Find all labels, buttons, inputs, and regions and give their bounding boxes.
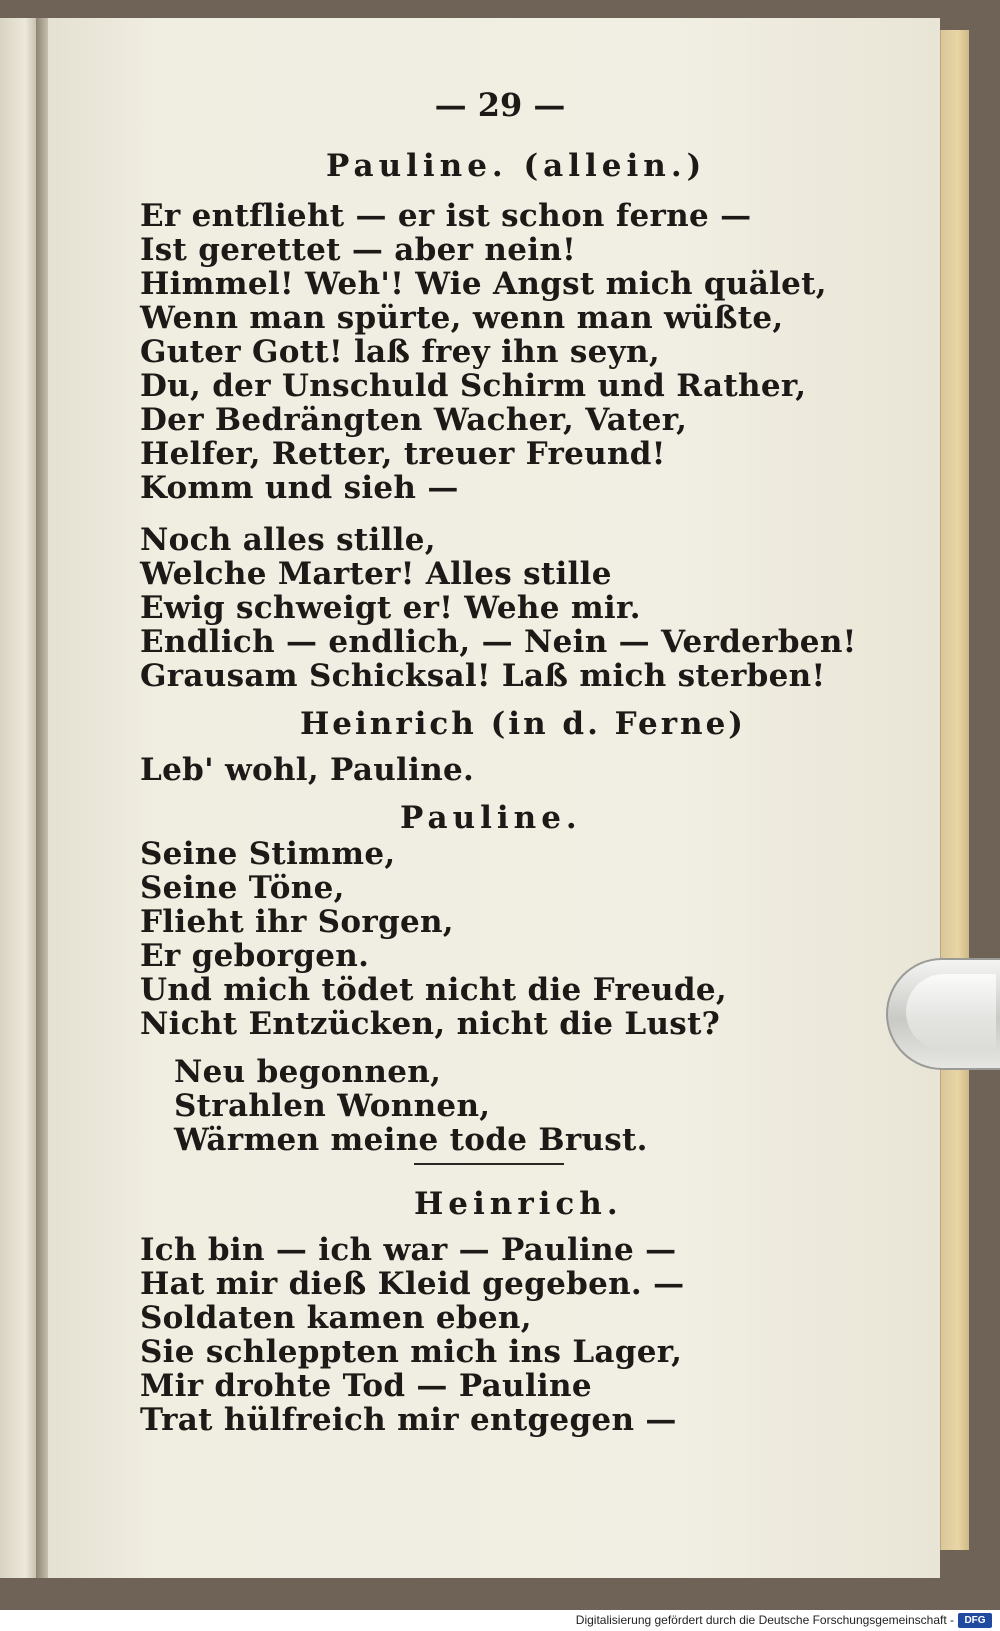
- verse-line: Endlich — endlich, — Nein — Verderben!: [140, 624, 857, 660]
- verse-line: Helfer, Retter, treuer Freund!: [140, 436, 666, 472]
- verse-line: Guter Gott! laß frey ihn seyn,: [140, 334, 660, 370]
- verse-line: Und mich tödet nicht die Freude,: [140, 972, 727, 1008]
- verse-line: Mir drohte Tod — Pauline: [140, 1368, 592, 1404]
- verse-line: Strahlen Wonnen,: [174, 1088, 491, 1124]
- verse-line: Ewig schweigt er! Wehe mir.: [140, 590, 641, 626]
- verse-line: Der Bedrängten Wacher, Vater,: [140, 402, 688, 438]
- verse-line: Hat mir dieß Kleid gegeben. —: [140, 1266, 685, 1302]
- page-number: — 29 —: [434, 86, 566, 124]
- footer-bar: [0, 1610, 1000, 1631]
- page-edge-strip: [940, 30, 969, 1550]
- dfg-logo: DFG: [958, 1613, 992, 1628]
- speaker-heading: Pauline. (allein.): [326, 148, 707, 184]
- verse-line: Welche Marter! Alles stille: [140, 556, 612, 592]
- speaker-heading: Pauline.: [400, 800, 582, 836]
- verse-line: Neu begonnen,: [174, 1054, 442, 1090]
- verse-line: Ist gerettet — aber nein!: [140, 232, 577, 268]
- verse-line: Seine Töne,: [140, 870, 345, 906]
- verse-line: Himmel! Weh'! Wie Angst mich quälet,: [140, 266, 827, 302]
- verse-line: Flieht ihr Sorgen,: [140, 904, 454, 940]
- verse-line: Ich bin — ich war — Pauline —: [140, 1232, 677, 1268]
- verse-line: Wärmen meine tode Brust.: [174, 1122, 648, 1158]
- verse-line: Nicht Entzücken, nicht die Lust?: [140, 1006, 721, 1042]
- verse-line: Komm und sieh —: [140, 470, 459, 506]
- section-rule: [414, 1163, 564, 1165]
- verse-line: Er entflieht — er ist schon ferne —: [140, 198, 752, 234]
- verse-line: Er geborgen.: [140, 938, 370, 974]
- verse-line: Du, der Unschuld Schirm und Rather,: [140, 368, 807, 404]
- verse-line: Sie schleppten mich ins Lager,: [140, 1334, 683, 1370]
- footer-credit: Digitalisierung gefördert durch die Deutsche Forschungsgemeinschaft -: [575, 1613, 954, 1627]
- verse-line: Soldaten kamen eben,: [140, 1300, 532, 1336]
- verse-line: Wenn man spürte, wenn man wüßte,: [140, 300, 784, 336]
- verse-line: Leb' wohl, Pauline.: [140, 752, 475, 788]
- speaker-heading: Heinrich.: [414, 1186, 623, 1222]
- verse-line: Trat hülfreich mir entgegen —: [140, 1402, 677, 1438]
- verse-line: Noch alles stille,: [140, 522, 436, 558]
- verse-line: Seine Stimme,: [140, 836, 396, 872]
- speaker-heading: Heinrich (in d. Ferne): [300, 706, 746, 742]
- verse-line: Grausam Schicksal! Laß mich sterben!: [140, 658, 826, 694]
